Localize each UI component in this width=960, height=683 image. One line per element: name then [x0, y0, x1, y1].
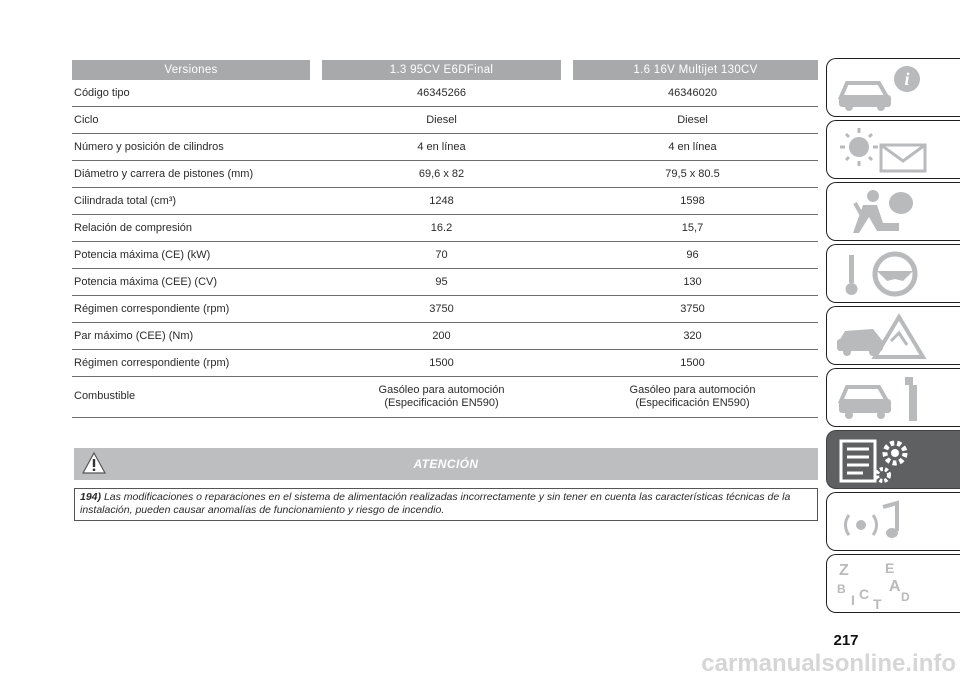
index-letter: E	[885, 560, 895, 576]
row-value-1: 1248	[316, 187, 567, 214]
row-label: Código tipo	[72, 80, 316, 106]
tab-multimedia[interactable]	[826, 492, 960, 551]
row-value-1: 70	[316, 241, 567, 268]
table-row	[72, 80, 818, 106]
fuel-line-2: (Especificación EN590)	[635, 396, 750, 409]
fuel-line-1: Gasóleo para automoción	[378, 383, 505, 396]
technical-specs-table	[72, 60, 818, 418]
row-label: Potencia máxima (CE) (kW)	[72, 241, 316, 268]
row-value-2: Diesel	[567, 106, 818, 133]
table-row	[72, 106, 818, 133]
table-row	[72, 349, 818, 376]
watermark: carmanualsonline.info	[701, 650, 956, 677]
row-label: Combustible	[72, 376, 316, 417]
header-versions: Versiones	[72, 60, 316, 80]
page-number: 217	[833, 632, 859, 649]
warning-title: ATENCIÓN	[413, 457, 479, 471]
row-label: Régimen correspondiente (rpm)	[72, 295, 316, 322]
row-value-1: 3750	[316, 295, 567, 322]
airbag-passenger-icon	[833, 187, 933, 237]
car-wrench-icon	[833, 373, 933, 423]
row-label: Ciclo	[72, 106, 316, 133]
row-value-1: Diesel	[316, 106, 567, 133]
header-version-1: 1.3 95CV E6DFinal	[316, 60, 567, 80]
tab-emergency[interactable]	[826, 306, 960, 365]
row-value-2: 1500	[567, 349, 818, 376]
row-value-1: 95	[316, 268, 567, 295]
table-row	[72, 322, 818, 349]
index-letter: A	[889, 578, 901, 595]
index-letter: C	[859, 586, 870, 602]
table-row	[72, 187, 818, 214]
row-value-2: 15,7	[567, 214, 818, 241]
table-row	[72, 160, 818, 187]
car-crash-warning-icon	[833, 311, 933, 361]
svg-text:i: i	[904, 69, 910, 89]
table-row	[72, 133, 818, 160]
tab-index[interactable]	[826, 554, 960, 613]
table-row	[72, 241, 818, 268]
row-label: Diámetro y carrera de pistones (mm)	[72, 160, 316, 187]
row-value-2: 96	[567, 241, 818, 268]
row-value-1: 1500	[316, 349, 567, 376]
tab-dashboard[interactable]	[826, 58, 960, 117]
row-label: Relación de compresión	[72, 214, 316, 241]
fuel-line-1: Gasóleo para automoción	[629, 383, 756, 396]
table-row	[72, 214, 818, 241]
row-value-2	[567, 376, 818, 417]
index-letter: I	[851, 592, 855, 608]
row-value-1: 46345266	[316, 80, 567, 106]
specs-gear-icon	[833, 435, 933, 485]
index-letter: D	[901, 590, 910, 604]
table-row	[72, 295, 818, 322]
row-value-2: 79,5 x 80.5	[567, 160, 818, 187]
warning-header	[74, 448, 818, 480]
index-letter: B	[837, 582, 846, 596]
row-label: Régimen correspondiente (rpm)	[72, 349, 316, 376]
fuel-line-2: (Especificación EN590)	[384, 396, 499, 409]
tab-technical-specs[interactable]	[826, 430, 960, 489]
row-label: Número y posición de cilindros	[72, 133, 316, 160]
row-value-1: 16.2	[316, 214, 567, 241]
radio-music-icon	[833, 497, 933, 547]
header-version-2: 1.6 16V Multijet 130CV	[567, 60, 818, 80]
row-value-1	[316, 376, 567, 417]
row-value-2: 130	[567, 268, 818, 295]
row-value-1: 200	[316, 322, 567, 349]
row-value-2: 4 en línea	[567, 133, 818, 160]
tab-safety[interactable]	[826, 182, 960, 241]
warning-lights-icon	[833, 125, 933, 175]
index-letter: Z	[839, 562, 849, 579]
table-row	[72, 376, 818, 417]
row-value-2: 320	[567, 322, 818, 349]
row-value-1: 69,6 x 82	[316, 160, 567, 187]
row-value-2: 46346020	[567, 80, 818, 106]
row-label: Par máximo (CEE) (Nm)	[72, 322, 316, 349]
tab-maintenance[interactable]	[826, 368, 960, 427]
table-row	[72, 268, 818, 295]
tab-warning-lights[interactable]	[826, 120, 960, 179]
key-steering-wheel-icon	[833, 249, 933, 299]
row-label: Cilindrada total (cm³)	[72, 187, 316, 214]
alphabetical-index-icon	[833, 559, 933, 609]
table-header-row	[72, 60, 818, 80]
row-value-2: 1598	[567, 187, 818, 214]
tab-starting-driving[interactable]	[826, 244, 960, 303]
row-value-1: 4 en línea	[316, 133, 567, 160]
warning-text: Las modificaciones o reparaciones en el sistema de alimentación realizadas incorrectamente y sin tener en cuenta las características técnicas de la instalación, pueden causar anomalías de funcionamiento y riesgo de incendio.	[80, 491, 791, 516]
index-letter: T	[873, 596, 882, 609]
warning-number: 194)	[80, 491, 102, 503]
row-value-2: 3750	[567, 295, 818, 322]
row-label: Potencia máxima (CEE) (CV)	[72, 268, 316, 295]
warning-text-box	[74, 488, 818, 521]
car-info-icon	[833, 63, 933, 113]
